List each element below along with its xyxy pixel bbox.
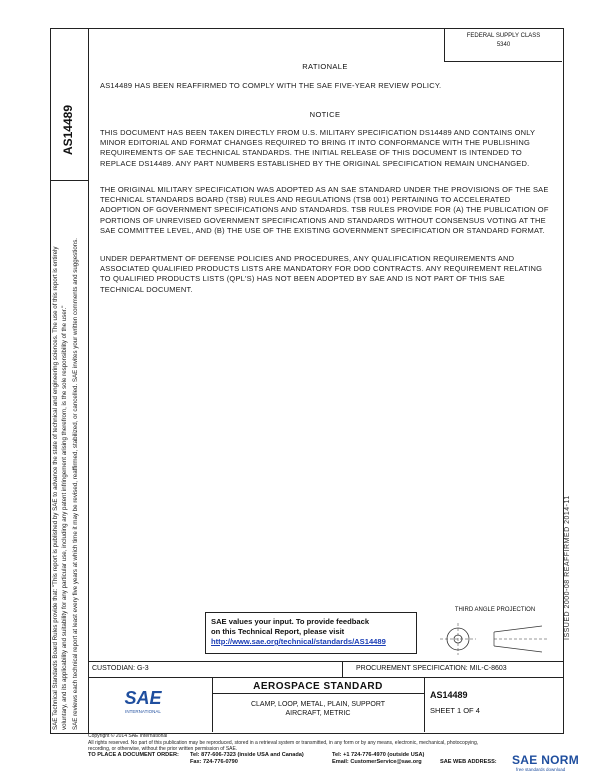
- federal-supply-class-box: [444, 28, 562, 62]
- issued-reaffirmed-date: ISSUED 2000-08 REAFFIRMED 2014-11: [564, 495, 571, 640]
- custodian-label: CUSTODIAN: G-3: [92, 665, 149, 672]
- notice-paragraph-1: THIS DOCUMENT HAS BEEN TAKEN DIRECTLY FROM U.S. MILITARY SPECIFICATION DS14489 AND CONTAINS ONLY MINOR EDITORIAL AND FORMAT CHANGES REQUIRED TO BRING IT INTO CONFORMANCE WITH THE PUBLISHING REQUIREMENTS OF SAE TECHNICAL STANDARDS. THE INITIAL RELEASE OF THIS DOCUMENT IS INTENDED TO REPLACE DS14489. ANY PART NUMBERS ESTABLISHED BY THE ORIGINAL SPECIFICATION REMAIN UNCHANGED.: [100, 128, 536, 168]
- watermark-text: SAE NORM: [512, 753, 580, 767]
- titleblock-right-divider: [424, 677, 425, 732]
- order-tel-outside: Tel: +1 724-776-4970 (outside USA): [332, 752, 425, 758]
- order-label: TO PLACE A DOCUMENT ORDER:: [88, 752, 179, 758]
- logo-subtext: INTERNATIONAL: [125, 709, 161, 714]
- order-email[interactable]: Email: CustomerService@sae.org: [332, 759, 422, 765]
- titleblock-mid-line: [88, 677, 563, 678]
- feedback-link[interactable]: http://www.sae.org/technical/standards/AS14489: [211, 637, 386, 646]
- copyright-line-3: recording, or otherwise, without the prior written permission of SAE.: [88, 746, 238, 752]
- logo-text: SAE: [124, 688, 162, 708]
- fsc-label: FEDERAL SUPPLY CLASS: [466, 33, 541, 39]
- web-address-label: SAE WEB ADDRESS:: [440, 759, 497, 765]
- aerospace-standard-title: AEROSPACE STANDARD: [253, 681, 383, 692]
- titleblock-document-number: AS14489: [430, 690, 468, 700]
- notice-heading: NOTICE: [309, 110, 341, 119]
- custodian-divider: [342, 661, 343, 677]
- order-fax: Fax: 724-776-0790: [190, 759, 238, 765]
- notice-paragraph-3: UNDER DEPARTMENT OF DEFENSE POLICIES AND PROCEDURES, ANY QUALIFICATION REQUIREMENTS AND ASSOCIATED QUALIFIED PRODUCTS LISTS ARE MANDATORY FOR DOD CONTRACTS. ANY REQUIREMENT RELATING TO QUALIFIED PRODUCTS LISTS (QPL'S) HAS NOT BEEN ADOPTED BY SAE AND IS NOT PART OF THIS SAE TECHNICAL DOCUMENT.: [100, 254, 543, 294]
- side-divider: [50, 180, 88, 181]
- copyright-line-1: Copyright © 2014 SAE International: [88, 733, 168, 739]
- side-notice-line-1: SAE Technical Standards Board Rules provide that: "This report is published by SAE to advance the state of technical and engineering sciences. The use of this report is entirely: [52, 246, 59, 730]
- rationale-heading: RATIONALE: [302, 62, 348, 71]
- copyright-line-2: All rights reserved. No part of this publication may be reproduced, stored in a retrieval system or transmitted, in any form or by any means, electronic, mechanical, photocopying,: [88, 739, 479, 746]
- sheet-number: SHEET 1 OF 4: [430, 706, 480, 715]
- procurement-spec: PROCUREMENT SPECIFICATION: MIL-C-8603: [356, 665, 507, 672]
- sae-logo: [118, 688, 168, 714]
- copyright: [88, 733, 568, 753]
- feedback-line-1: SAE values your input. To provide feedback: [211, 617, 370, 626]
- feedback-line-2: on this Technical Report, please visit: [211, 627, 345, 636]
- side-notice-line-3: SAE reviews each technical report at least every five years at which time it may be revised, reaffirmed, stabilized, or cancelled. SAE invites your written comments and suggestions.: [72, 237, 79, 730]
- projection-label: THIRD ANGLE PROJECTION: [454, 607, 536, 613]
- rationale-text: AS14489 HAS BEEN REAFFIRMED TO COMPLY WITH THE SAE FIVE-YEAR REVIEW POLICY.: [100, 81, 442, 90]
- titleblock-top-line: [88, 661, 563, 662]
- feedback-box: [205, 612, 417, 654]
- fsc-value: 5340: [496, 42, 511, 48]
- notice-paragraph-2: THE ORIGINAL MILITARY SPECIFICATION WAS ADOPTED AS AN SAE STANDARD UNDER THE PROVISIONS OF THE SAE TECHNICAL STANDARDS BOARD (TSB) RULES AND REGULATIONS (TSB 001) PERTAINING TO ACCELERATED ADOPTION OF GOVERNMENT SPECIFICATIONS AND STANDARDS. TSB RULES PROVIDE FOR (A) THE PUBLICATION OF PORTIONS OF UNREVISED GOVERNMENT SPECIFICATIONS AND STANDARDS WITHOUT CONSENSUS VOTING AT THE SAE COMMITTEE LEVEL, AND (B) THE USE OF THE EXISTING GOVERNMENT SPECIFICATION OR STANDARD FORMAT.: [100, 185, 549, 235]
- side-notice-line-2: voluntary, and its applicability and suitability for any particular use, including any patent infringement arising therefrom, is the sole responsibility of the user.": [61, 305, 68, 730]
- part-title-line-1: CLAMP, LOOP, METAL, PLAIN, SUPPORT: [250, 701, 386, 708]
- part-title-line-2: AIRCRAFT, METRIC: [285, 710, 351, 717]
- watermark-subtext: free standards download: [516, 767, 566, 772]
- titleblock-title-divider: [212, 693, 424, 694]
- third-angle-projection-symbol: [432, 618, 558, 658]
- side-document-number: AS14489: [61, 104, 75, 156]
- part-title: [212, 700, 424, 718]
- order-tel: Tel: 877-606-7323 (inside USA and Canada): [190, 752, 304, 758]
